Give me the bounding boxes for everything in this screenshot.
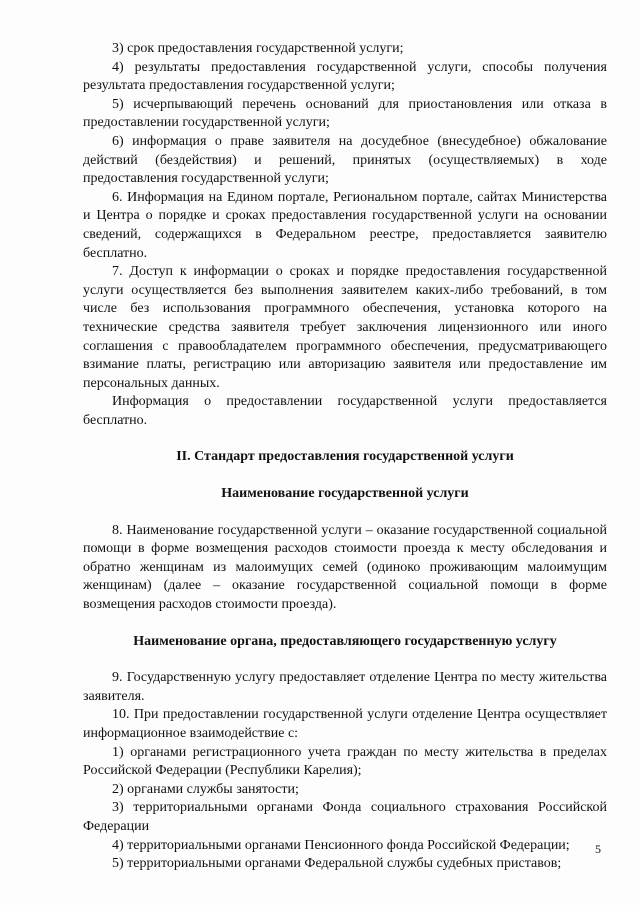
list-item-2: 2) органами службы занятости; xyxy=(112,781,299,797)
paragraph-6: 6. Информация на Едином портале, Региональном портале, сайтах Министерства и Центра о порядке и сроках предоставления государственной услуги на основании сведений, содержащихся в Федеральном реестре, предоставляется заявителю бесплатно. xyxy=(83,189,607,261)
list-item-5: 5) территориальными органами Федеральной службы судебных приставов; xyxy=(112,856,562,872)
paragraph-free-info: Информация о предоставлении государственной услуги предоставляется бесплатно. xyxy=(83,394,607,428)
list-item-1: 1) органами регистрационного учета граждан по месту жительства в пределах Российской Федерации (Республики Карелия); xyxy=(83,744,607,779)
page-number: 5 xyxy=(595,842,601,856)
paragraph-item-6: 6) информация о праве заявителя на досудебное (внесудебное) обжалование действий (бездействия) и решений, принятых (осуществляемых) в ходе предоставления государственной услуги; xyxy=(83,133,607,187)
paragraph-9: 9. Государственную услугу предоставляет отделение Центра по месту жительства заявителя. xyxy=(83,670,607,704)
paragraph-8: 8. Наименование государственной услуги – оказание государственной социальной помощи в форме возмещения расходов стоимости проезда к месту обследования и обратно женщинам из малоимущих семей (одиноко проживающим малоимущим женщинам) (далее – оказание государственной социальной помощи в форме возмещения расходов стоимости проезда). xyxy=(83,522,607,613)
paragraph-item-4: 4) результаты предоставления государственной услуги, способы получения результата предоставления государственной услуги; xyxy=(83,59,607,94)
paragraph-item-3: 3) срок предоставления государственной услуги; xyxy=(112,41,404,56)
section-heading: II. Стандарт предоставления государственной услуги xyxy=(176,449,514,465)
list-item-4: 4) территориальными органами Пенсионного фонда Российской Федерации; xyxy=(112,837,570,853)
document-body xyxy=(83,40,607,874)
list-item-3: 3) территориальными органами Фонда социального страхования Российской Федерации xyxy=(83,800,607,834)
subheading-provider: Наименование органа, предоставляющего государственную услугу xyxy=(133,633,557,649)
paragraph-10: 10. При предоставлении государственной услуги отделение Центра осуществляет информационное взаимодействие с: xyxy=(83,707,607,741)
paragraph-7: 7. Доступ к информации о сроках и порядке предоставления государственной услуги осуществляется без выполнения заявителем каких-либо требований, в том числе без использования программного обеспечения, установка которого на технические средства заявителя требует заключения лицензионного или иного соглашения с правообладателем программного обеспечения, предусматривающего взимание платы, регистрацию или авторизацию заявителя или предоставление им персональных данных. xyxy=(83,264,607,391)
subheading-service-name: Наименование государственной услуги xyxy=(221,486,469,502)
paragraph-item-5: 5) исчерпывающий перечень оснований для приостановления или отказа в предоставлении государственной услуги; xyxy=(83,96,607,131)
